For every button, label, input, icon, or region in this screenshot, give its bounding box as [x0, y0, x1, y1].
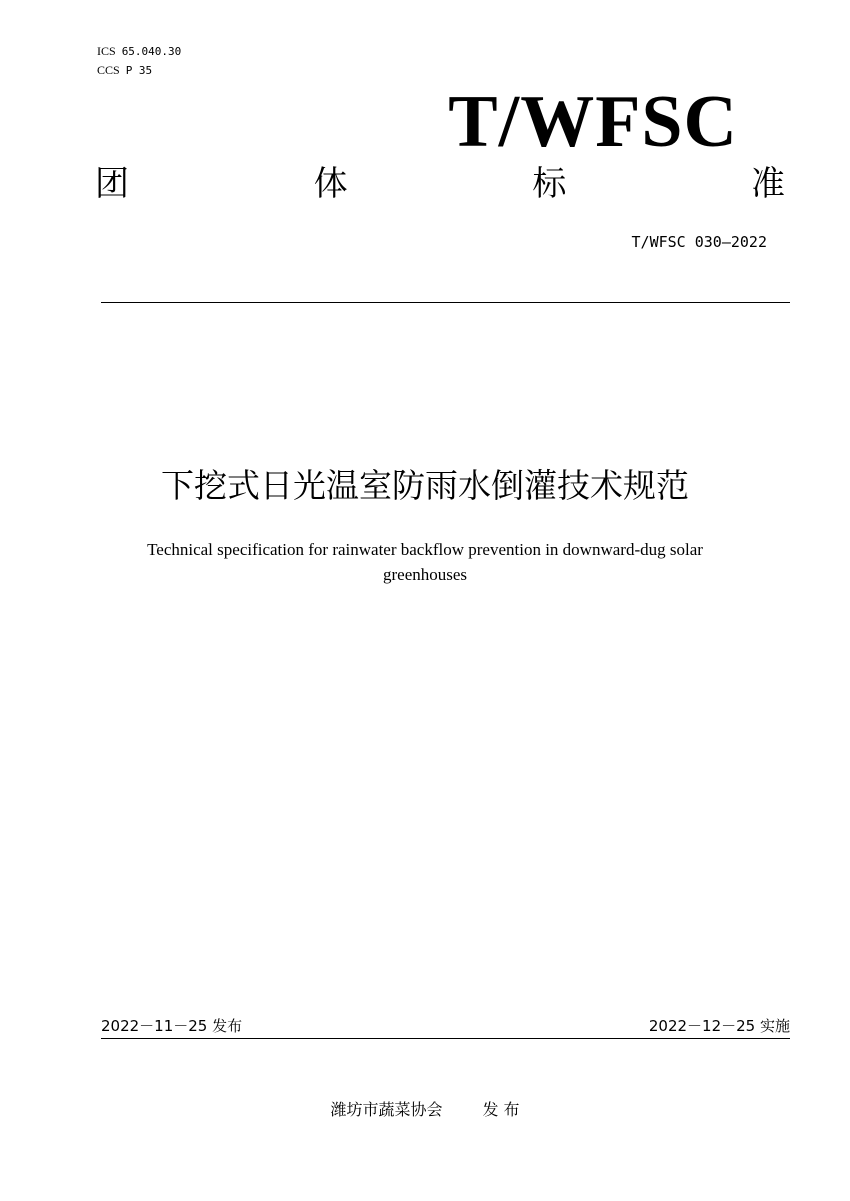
ccs-label: CCS	[97, 63, 120, 77]
ccs-value: P 35	[125, 64, 153, 77]
standard-logo: T/WFSC	[448, 81, 738, 163]
classification-codes	[97, 42, 181, 80]
document-title-english: Technical specification for rainwater backflow prevention in downward-dug solar greenhouses	[147, 540, 703, 584]
bottom-divider	[101, 1038, 790, 1039]
ics-line	[97, 42, 181, 61]
date-row	[101, 1016, 790, 1036]
ics-value: 65.040.30	[121, 45, 182, 58]
publisher-name: 潍坊市蔬菜协会	[330, 1100, 443, 1119]
standard-type-char: 体	[313, 164, 348, 204]
standard-type-char: 团	[95, 164, 129, 204]
standard-type-char: 标	[532, 164, 567, 204]
issue-date: 2022－11－25 发布	[101, 1017, 243, 1035]
top-divider	[101, 302, 790, 303]
standard-type-heading	[95, 162, 785, 206]
document-title-chinese: 下挖式日光温室防雨水倒灌技术规范	[161, 466, 689, 505]
publisher-line	[0, 1099, 850, 1121]
standard-type-char: 准	[750, 164, 785, 204]
publish-action: 发 布	[482, 1100, 520, 1119]
standard-number: T/WFSC 030—2022	[631, 233, 767, 251]
ccs-line	[97, 61, 181, 80]
implementation-date: 2022－12－25 实施	[648, 1017, 790, 1035]
ics-label: ICS	[97, 44, 116, 58]
